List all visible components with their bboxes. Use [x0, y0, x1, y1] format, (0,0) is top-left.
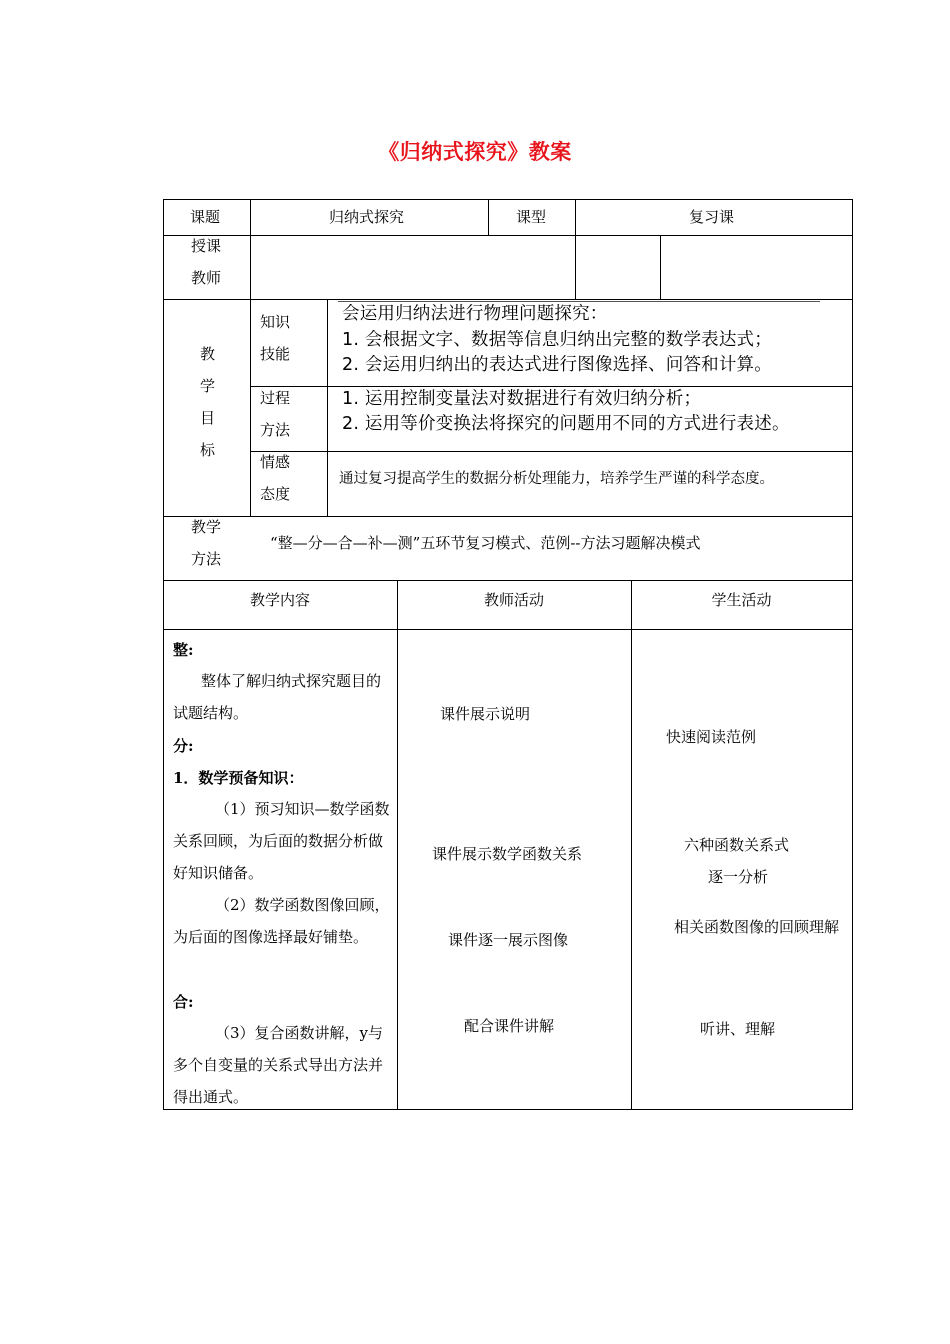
knowledge-line: 2. 会运用归纳出的表达式进行图像选择、问答和计算。 — [342, 355, 772, 375]
zheng-heading: 整: — [173, 641, 194, 659]
goals-label-char: 标 — [200, 441, 216, 459]
topic-value: 归纳式探究 — [329, 208, 405, 226]
method-label-1: 教学 — [191, 518, 222, 536]
process-line: 1. 运用控制变量法对数据进行有效归纳分析； — [342, 389, 702, 409]
fen-heading: 分: — [173, 737, 194, 755]
emotion-text: 通过复习提高学生的数据分析处理能力，培养学生严谨的科学态度。 — [339, 471, 774, 487]
header-teacher: 教师活动 — [483, 591, 544, 609]
method-label-2: 方法 — [191, 550, 222, 568]
knowledge-label-1: 知识 — [260, 313, 291, 331]
knowledge-text-underline — [338, 301, 820, 302]
teacher-activity: 课件展示数学函数关系 — [432, 845, 583, 863]
item-1: （1）预习知识—数学函数关系回顾，为后面的数据分析做好知识储备。 — [173, 800, 390, 882]
method-text: “整—分—合—补—测”五环节复习模式、范例--方法习题解决模式 — [270, 534, 701, 552]
student-activity: 听讲、理解 — [700, 1020, 776, 1038]
emotion-label-1: 情感 — [260, 453, 291, 471]
process-line: 2. 运用等价变换法将探究的问题用不同的方式进行表述。 — [342, 414, 790, 434]
goals-label-char: 教 — [200, 345, 216, 363]
knowledge-line: 会运用归纳法进行物理问题探究： — [342, 304, 608, 324]
header-content: 教学内容 — [249, 591, 310, 609]
item-2: （2）数学函数图像回顾，为后面的图像选择最好铺垫。 — [173, 896, 390, 946]
student-activity: 相关函数图像的回顾理解 — [674, 918, 840, 936]
type-value: 复习课 — [689, 208, 735, 226]
topic-label: 课题 — [190, 208, 221, 226]
header-student: 学生活动 — [711, 591, 772, 609]
he-heading: 合: — [173, 993, 194, 1011]
emotion-label-2: 态度 — [260, 485, 291, 503]
math-heading: 1．数学预备知识： — [173, 769, 304, 787]
student-activity: 六种函数关系式 — [684, 836, 790, 854]
process-label-2: 方法 — [260, 421, 291, 439]
student-activity: 快速阅读范例 — [666, 728, 757, 746]
teacher-activity: 课件展示说明 — [440, 705, 531, 723]
item-3: （3）复合函数讲解，y与多个自变量的关系式导出方法并得出通式。 — [173, 1024, 384, 1106]
knowledge-line: 1. 会根据文字、数据等信息归纳出完整的数学表达式； — [342, 330, 772, 350]
student-activity: 逐一分析 — [708, 868, 769, 886]
type-label: 课型 — [516, 208, 547, 226]
process-label-1: 过程 — [260, 389, 291, 407]
goals-label-char: 学 — [200, 377, 216, 395]
teacher-activity: 课件逐一展示图像 — [448, 931, 569, 949]
teacher-label-2: 教师 — [191, 269, 222, 287]
teacher-activity: 配合课件讲解 — [464, 1017, 555, 1035]
zheng-text: 整体了解归纳式探究题目的试题结构。 — [173, 672, 382, 722]
teacher-label-1: 授课 — [191, 237, 222, 255]
goals-label-char: 目 — [200, 409, 216, 427]
document-title: 《归纳式探究》教案 — [378, 140, 572, 164]
knowledge-label-2: 技能 — [260, 345, 291, 363]
